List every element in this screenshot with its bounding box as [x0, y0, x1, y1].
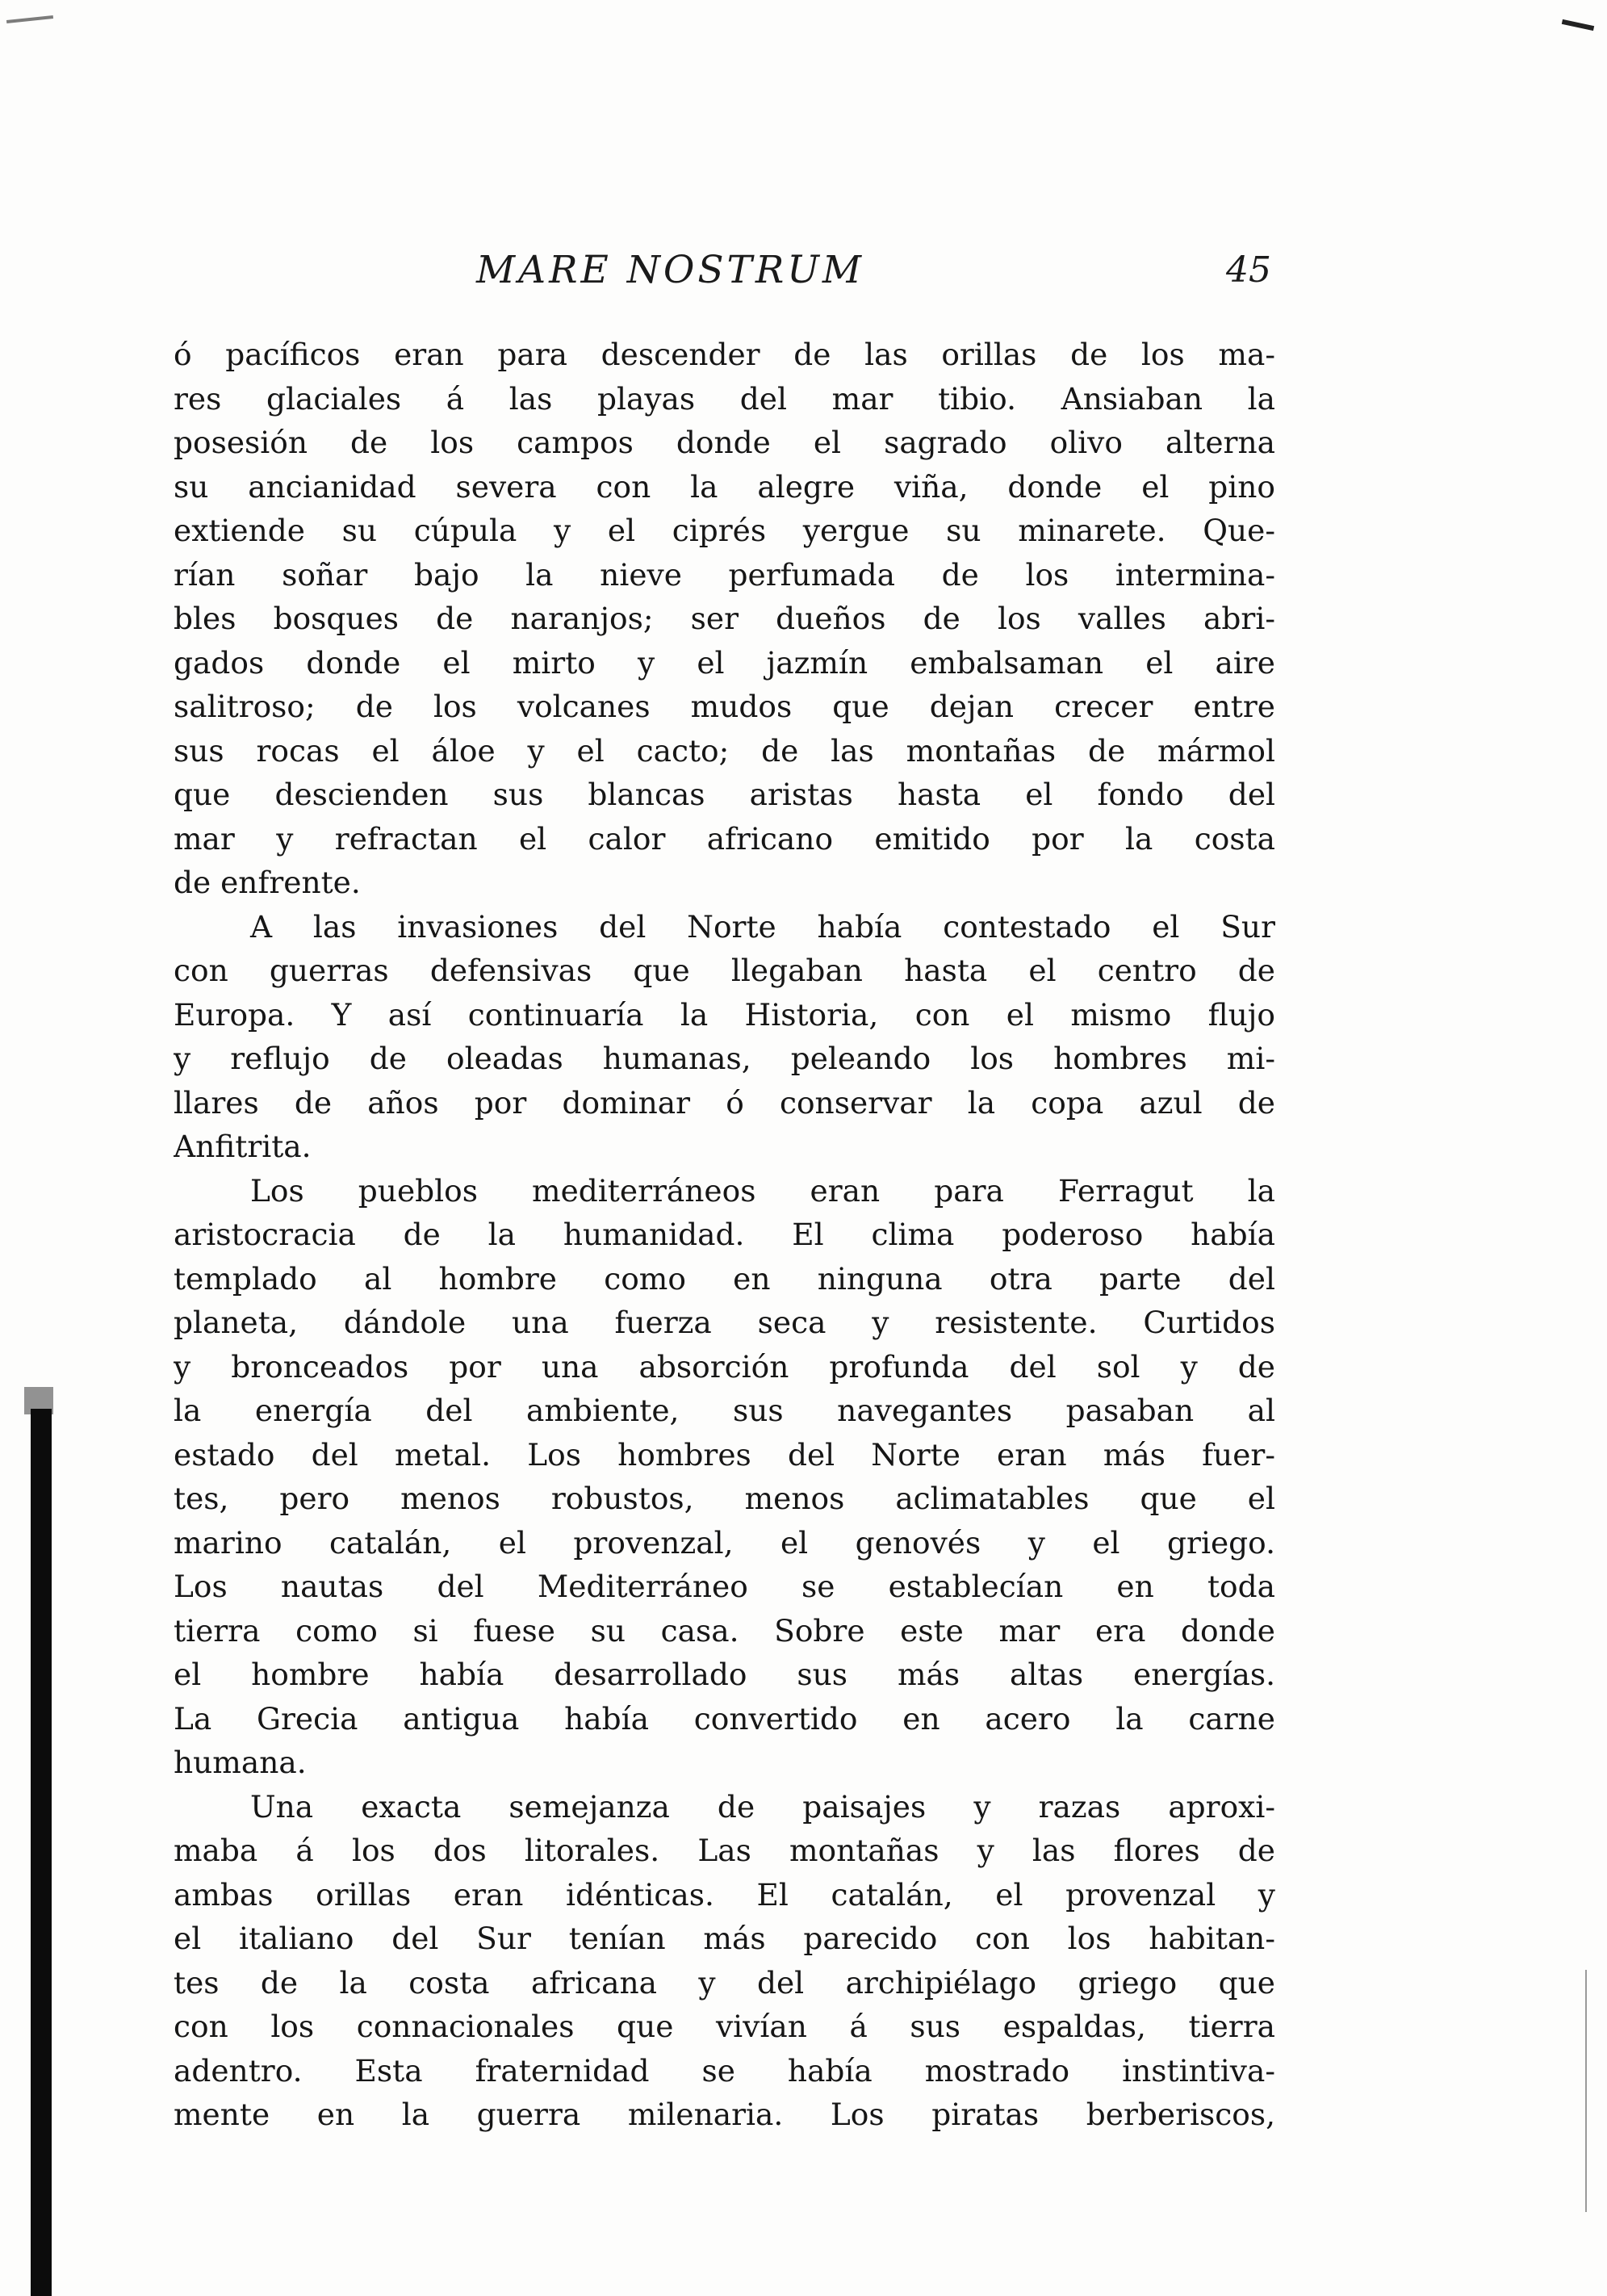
text-line: aristocracia de la humanidad. El clima poderoso había	[174, 1217, 1275, 1252]
text-line: mente en la guerra milenaria. Los piratas berberiscos,	[174, 2097, 1275, 2132]
text-line: La Grecia antigua había convertido en acero la carne	[174, 1700, 1275, 1737]
text-line: rían soñar bajo la nieve perfumada de los intermina-	[174, 556, 1275, 593]
text-line: mar y refractan el calor africano emitido por la costa	[174, 820, 1275, 857]
text-line: bles bosques de naranjos; ser dueños de los valles abri-	[174, 601, 1275, 636]
text-line: que descienden sus blancas aristas hasta el fondo del	[174, 777, 1275, 812]
text-line: con los connacionales que vivían á sus espaldas, tierra	[174, 2009, 1275, 2044]
paragraph-2	[174, 905, 1275, 1169]
paragraph-3	[174, 1169, 1275, 1785]
text-line: tes, pero menos robustos, menos aclimatables que el	[174, 1481, 1275, 1516]
text-line: Una exacta semejanza de paisajes y razas aproxi-	[250, 1788, 1275, 1825]
text-line: el hombre había desarrollado sus más altas energías.	[174, 1657, 1275, 1692]
text-line: marino catalán, el provenzal, el genovés y el griego.	[174, 1524, 1275, 1561]
paragraph-1	[174, 333, 1275, 905]
text-line: estado del metal. Los hombres del Norte eran más fuer-	[174, 1436, 1275, 1473]
text-line: A las invasiones del Norte había contestado el Sur	[250, 908, 1275, 945]
text-line: planeta, dándole una fuerza seca y resistente. Curtidos	[174, 1305, 1275, 1340]
text-line: y bronceados por una absorción profunda del sol y de	[174, 1348, 1275, 1385]
text-line: Anfitrita.	[174, 1129, 312, 1164]
scan-artifact-right-edge	[1585, 1970, 1587, 2212]
text-line: res glaciales á las playas del mar tibio. Ansiaban la	[174, 380, 1275, 417]
text-line: de enfrente.	[174, 865, 361, 900]
text-line: posesión de los campos donde el sagrado olivo alterna	[174, 425, 1275, 460]
text-line: Los pueblos mediterráneos eran para Ferragut la	[250, 1172, 1275, 1209]
text-line: salitroso; de los volcanes mudos que dejan crecer entre	[174, 689, 1275, 724]
text-line: y reflujo de oleadas humanas, peleando los hombres mi-	[174, 1041, 1275, 1076]
page-number: 45	[1226, 249, 1271, 291]
text-line: ó pacíficos eran para descender de las orillas de los ma-	[174, 337, 1275, 372]
text-line: con guerras defensivas que llegaban hasta el centro de	[174, 953, 1275, 988]
text-line: Los nautas del Mediterráneo se establecían en toda	[174, 1569, 1275, 1604]
text-line: Europa. Y así continuaría la Historia, con el mismo flujo	[174, 996, 1275, 1033]
paragraph-4	[174, 1785, 1275, 2137]
text-line: tes de la costa africana y del archipiélago griego que	[174, 1964, 1275, 2001]
scan-artifact-top-left	[6, 15, 53, 23]
text-line: sus rocas el áloe y el cacto; de las montañas de mármol	[174, 732, 1275, 769]
scan-artifact-top-right	[1562, 19, 1594, 31]
binding-shadow-bar	[31, 1409, 52, 2296]
text-line: extiende su cúpula y el ciprés yergue su minarete. Que-	[174, 513, 1275, 548]
text-line: llares de años por dominar ó conservar la copa azul de	[174, 1084, 1275, 1121]
text-line: el italiano del Sur tenían más parecido con los habitan-	[174, 1921, 1275, 1956]
page-header	[174, 242, 1271, 299]
text-line: adentro. Esta fraternidad se había mostrado instintiva-	[174, 2052, 1275, 2089]
text-line: humana.	[174, 1745, 307, 1780]
text-line: gados donde el mirto y el jazmín embalsaman el aire	[174, 644, 1275, 681]
body-text	[174, 333, 1275, 2137]
text-line: la energía del ambiente, sus navegantes pasaban al	[174, 1393, 1275, 1428]
text-line: su ancianidad severa con la alegre viña, donde el pino	[174, 468, 1275, 505]
text-line: templado al hombre como en ninguna otra parte del	[174, 1260, 1275, 1297]
text-line: ambas orillas eran idénticas. El catalán, el provenzal y	[174, 1876, 1275, 1913]
text-line: maba á los dos litorales. Las montañas y las flores de	[174, 1833, 1275, 1868]
running-title: MARE NOSTRUM	[476, 248, 865, 292]
text-line: tierra como si fuese su casa. Sobre este mar era donde	[174, 1612, 1275, 1649]
